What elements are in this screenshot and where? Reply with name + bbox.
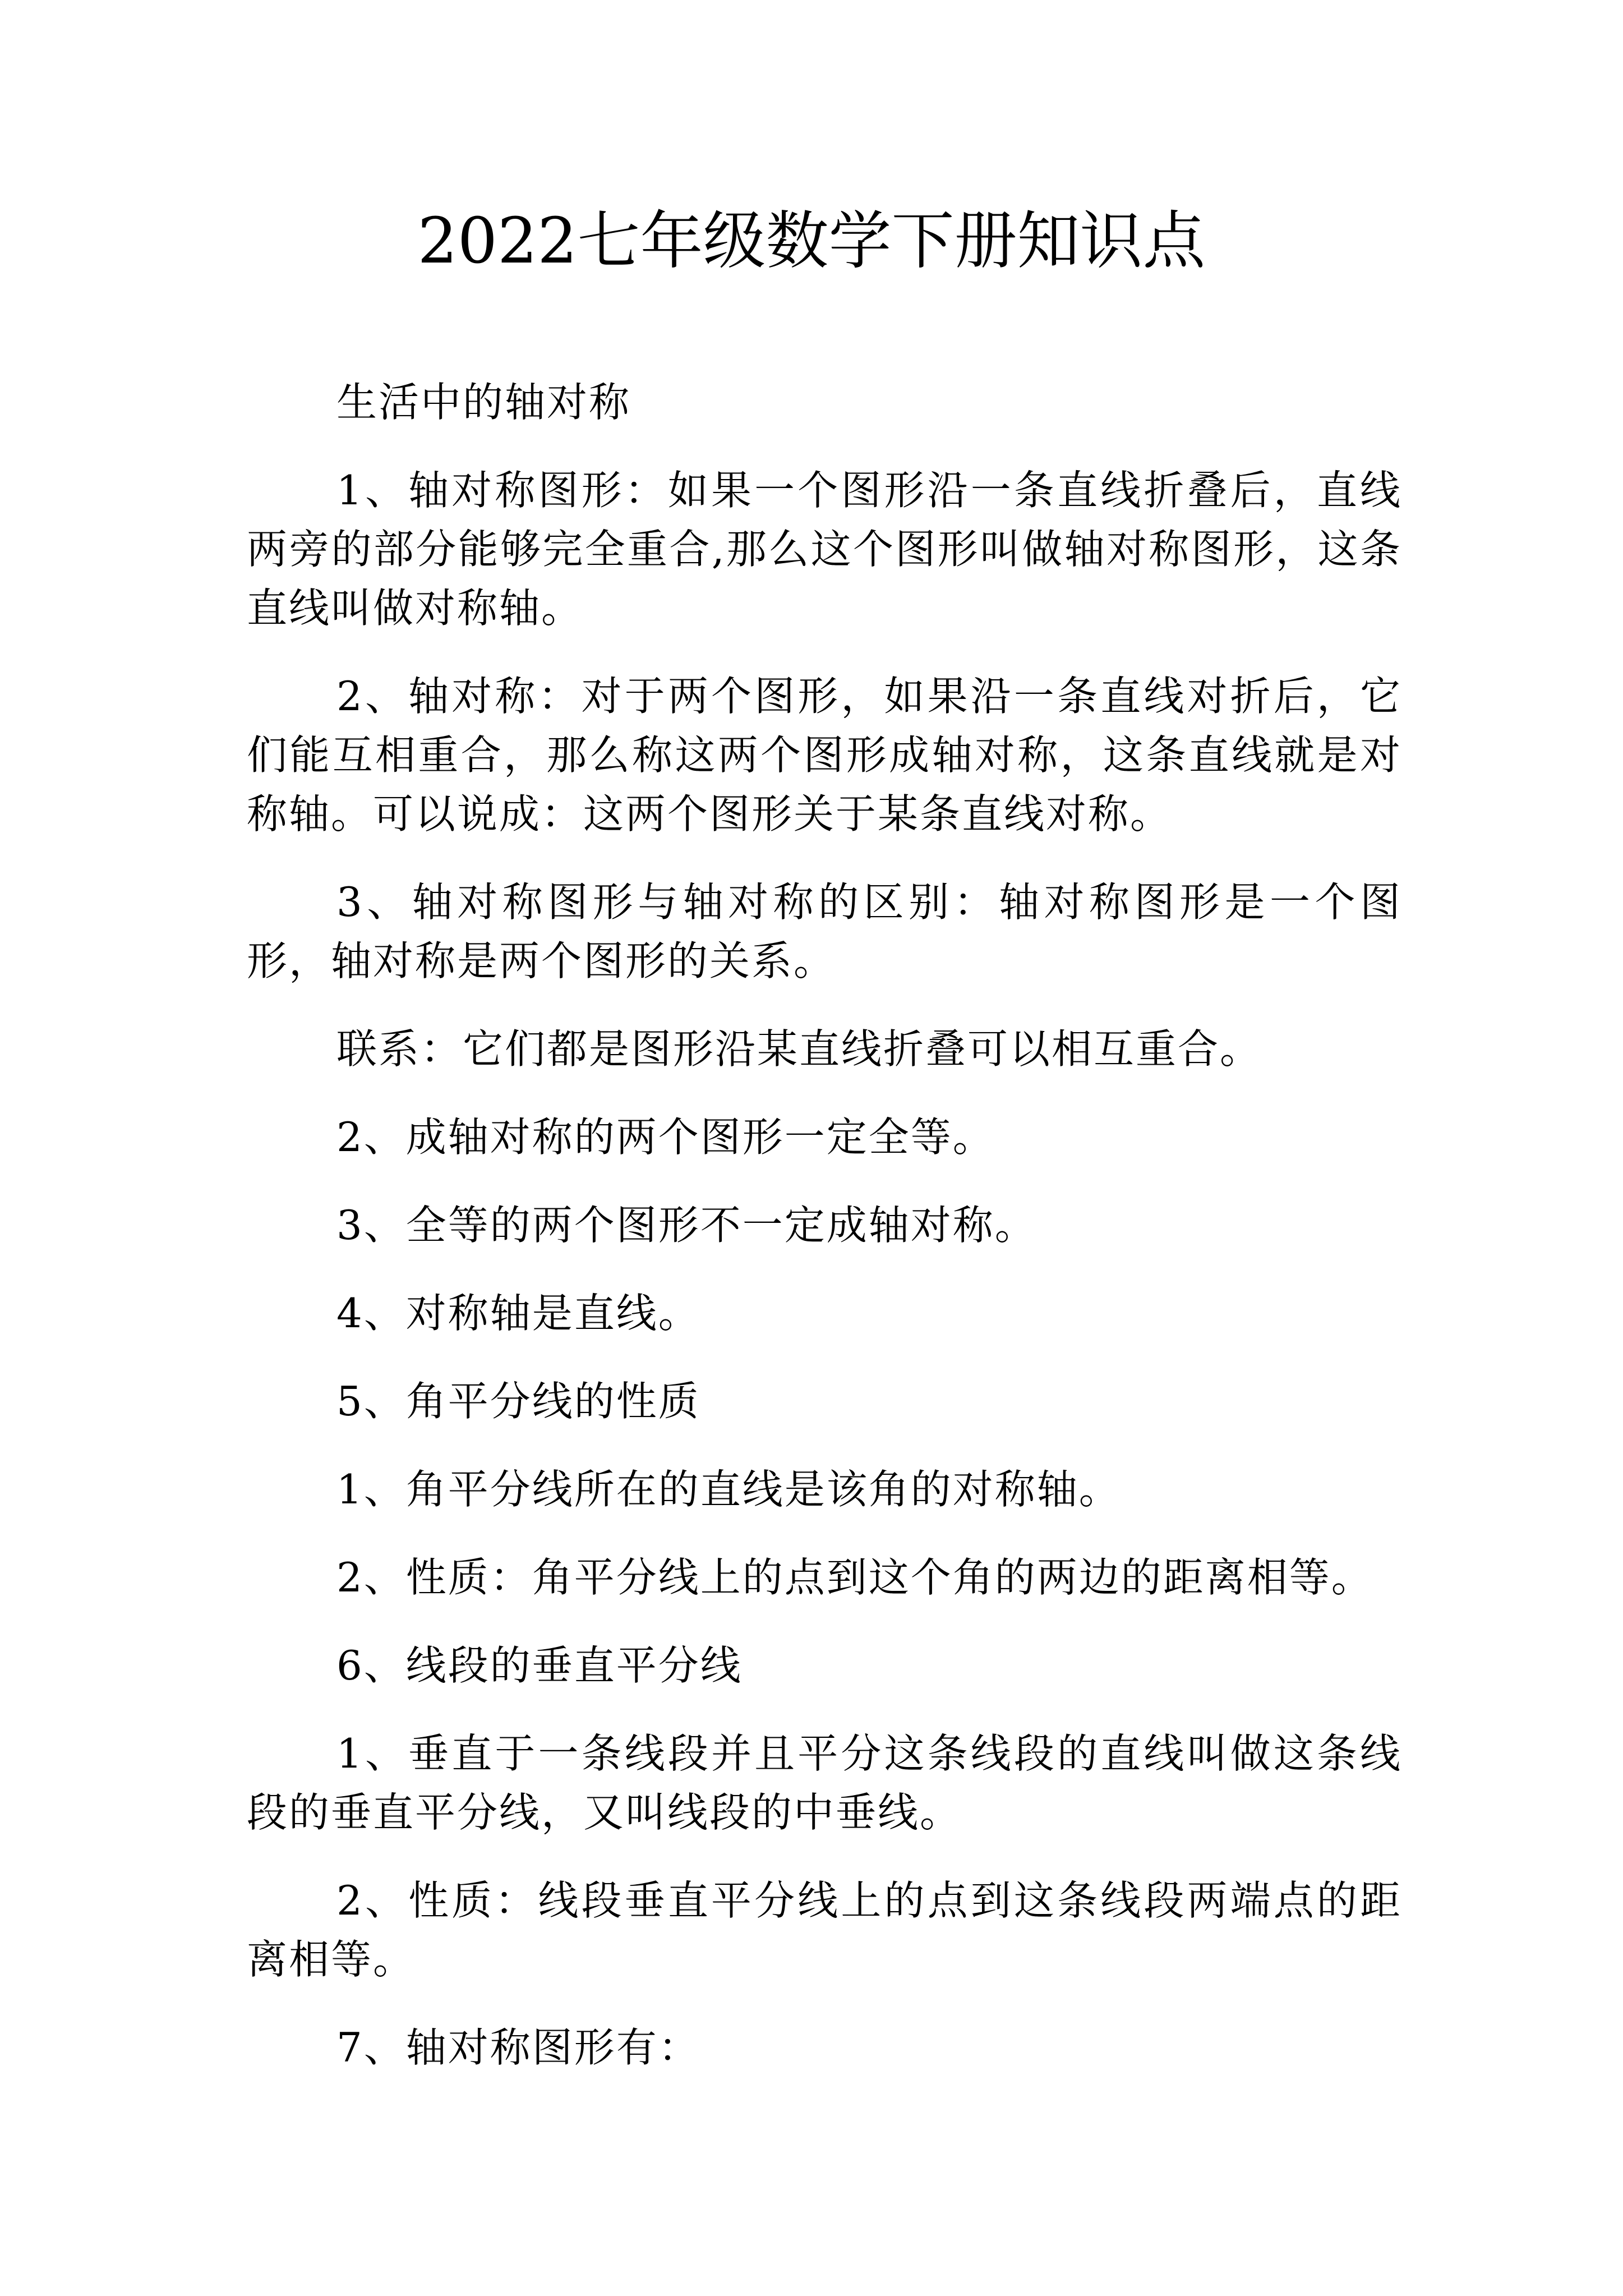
paragraph: 2、性质：线段垂直平分线上的点到这条线段两端点的距离相等。	[247, 1877, 1402, 1983]
paragraph: 4、对称轴是直线。	[336, 1290, 700, 1337]
section-heading: 6、线段的垂直平分线	[336, 1642, 743, 1689]
paragraph: 3、全等的两个图形不一定成轴对称。	[336, 1202, 1037, 1249]
paragraph: 2、成轴对称的两个图形一定全等。	[336, 1114, 995, 1161]
paragraph: 2、性质：角平分线上的点到这个角的两边的距离相等。	[336, 1554, 1373, 1601]
paragraph: 3、轴对称图形与轴对称的区别：轴对称图形是一个图形，轴对称是两个图形的关系。	[247, 878, 1402, 984]
paragraph: 7、轴对称图形有：	[336, 2024, 700, 2071]
section-heading: 5、角平分线的性质	[336, 1378, 700, 1425]
paragraph: 1、角平分线所在的直线是该角的对称轴。	[336, 1466, 1121, 1513]
document-title: 2022七年级数学下册知识点	[417, 205, 1206, 278]
section-heading: 生活中的轴对称	[336, 379, 631, 426]
paragraph: 1、垂直于一条线段并且平分这条线段的直线叫做这条线段的垂直平分线，又叫线段的中垂线。	[247, 1730, 1402, 1836]
document-body	[247, 373, 1402, 2106]
paragraph: 1、轴对称图形：如果一个图形沿一条直线折叠后，直线两旁的部分能够完全重合,那么这个图形叫做轴对称图形，这条直线叫做对称轴。	[247, 467, 1402, 632]
paragraph: 2、轴对称：对于两个图形，如果沿一条直线对折后，它们能互相重合，那么称这两个图形成轴对称，这条直线就是对称轴。可以说成：这两个图形关于某条直线对称。	[247, 673, 1402, 838]
paragraph: 联系：它们都是图形沿某直线折叠可以相互重合。	[336, 1025, 1262, 1073]
